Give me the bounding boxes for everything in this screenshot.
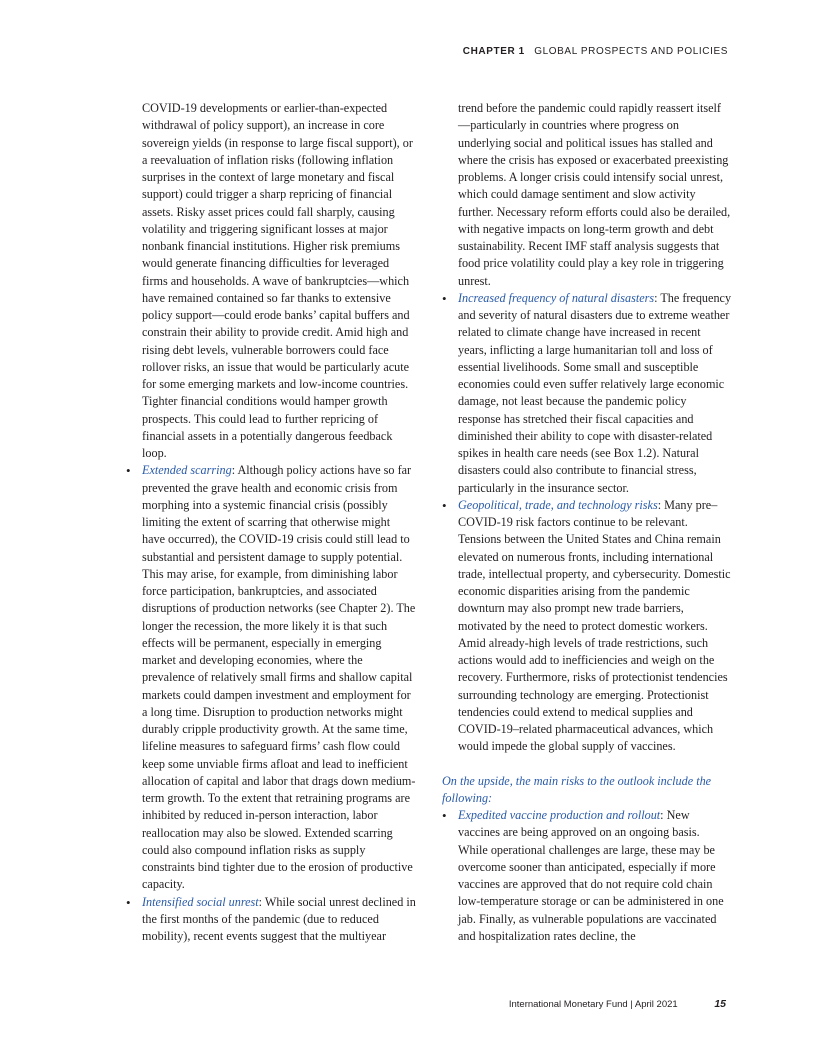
bullet-text: : Although policy actions have so far prevented the grave health and economic crisis from morphing into a systemic financial crisis (possibly limiting the extent of scarring that otherwise might have occurred), the COVID-19 crisis could still lead to substantial and persistent damage to supply potential. This may arise, for example, from diminishing labor force participation, bankruptcies, and associated disruptions of production networks (see Chapter 2). The longer the recession, the more likely it is that such effects will be permanent, especially in emerging market and developing economies, where the prevalence of relatively small firms and shallow capital markets could dampen investment and employment for a long time. Disruption to production networks might durably cripple productivity growth. At the same time, lifeline measures to safeguard firms’ cash flow could keep some unviable firms afloat and lead to inefficient allocation of capital and labor that drags down medium-term growth. To the extent that retraining programs are inhibited by reduced in-person interaction, labor reallocation may also be slowed. Extended scarring could also compound inflation risks as supply constraints bind tighter due to the erosion of productive capacity. bbox=[142, 463, 416, 892]
page-footer bbox=[509, 998, 726, 1010]
bullet-lead: Expedited vaccine production and rollout bbox=[458, 808, 661, 822]
chapter-title: GLOBAL PROSPECTS AND POLICIES bbox=[534, 46, 728, 57]
page-number: 15 bbox=[714, 998, 726, 1010]
section-subhead: On the upside, the main risks to the outlook include the following: bbox=[442, 773, 712, 805]
bullet-social-unrest bbox=[126, 894, 416, 946]
bullet-lead: Increased frequency of natural disasters bbox=[458, 290, 655, 305]
bullet-lead: Geopolitical, trade, and technology risks bbox=[458, 497, 658, 512]
paragraph-continued: COVID-19 developments or earlier-than-expected withdrawal of policy support), an increase in core sovereign yields (in response to large fiscal support), or a reevaluation of inflation risks (following inflation surprises in the context of large monetary and fiscal support) could trigger a sharp repricing of financial assets. Risky asset prices could fall sharply, causing volatility and triggering significant losses at major nonbank financial institutions. Higher risk premiums would generate financing difficulties for leveraged firms and households. A wave of bankruptcies—which have remained contained so far thanks to extensive policy support—could erode banks’ capital buffers and constrain their ability to provide credit. Amid high and rising debt levels, vulnerable borrowers could face rollover risks, an issue that would be particularly acute for some emerging markets and low-income countries. Tighter financial conditions would hamper growth prospects. This could lead to further repricing of financial assets in a potentially dangerous feedback loop. bbox=[142, 101, 413, 460]
left-column bbox=[126, 100, 416, 945]
chapter-label: CHAPTER 1 bbox=[462, 46, 525, 57]
bullet-vaccine-rollout bbox=[442, 807, 732, 945]
bullet-natural-disasters bbox=[442, 290, 732, 497]
bullet-lead: Extended scarring bbox=[142, 463, 232, 478]
bullet-text: : New vaccines are being approved on an ongoing basis. While operational challenges are large, these may be overcome sooner than anticipated, especially if more vaccines are approved that do not require cold chain low-temperature storage or can be administered in one jab. Finally, as vulnerable populations are vaccinated and hospitalization rates decline, the bbox=[458, 808, 724, 943]
bullet-text: : Many pre–COVID-19 risk factors continue to be relevant. Tensions between the United States and China remain elevated on numerous fronts, including international trade, intellectual property, and cybersecurity. Domestic economic disparities arising from the pandemic downturn may also prompt new trade barriers, motivated by the need to protect domestic workers. Amid already-high levels of trade restrictions, such actions would add to inefficiencies and weigh on the recovery. Furthermore, risks of protectionist tendencies surrounding technology are emerging. Protectionist tendencies could extend to medical supplies and COVID-19–related pharmaceutical advances, which would impede the global supply of vaccines. bbox=[458, 497, 731, 754]
paragraph-continued: trend before the pandemic could rapidly reassert itself—particularly in countries where progress on underlying social and political issues has stalled and where the crisis has exposed or exacerbated preexisting problems. A longer crisis could intensify social unrest, which could damage sentiment and slow activity further. Necessary reform efforts could also be derailed, with negative impacts on long-term growth and debt sustainability. Recent IMF staff analysis suggests that food price volatility could play a key role in triggering unrest. bbox=[458, 101, 731, 288]
bullet-text: : While social unrest declined in the first months of the pandemic (due to reduced mobility), recent events suggest that the multiyear bbox=[142, 894, 416, 943]
bullet-geopolitical-risks bbox=[442, 497, 732, 756]
bullet-lead: Intensified social unrest bbox=[142, 894, 259, 909]
publisher-line: International Monetary Fund | April 2021 bbox=[508, 999, 678, 1010]
bullet-extended-scarring bbox=[126, 462, 416, 893]
bullet-text: : The frequency and severity of natural disasters due to extreme weather related to climate change have increased in recent years, inflicting a large humanitarian toll and loss of essential livelihoods. Some small and susceptible economies could even suffer relatively large economic damage, not least because the pandemic policy response has stretched their fiscal capacities and diminished their ability to cope with disaster-related spikes in health care needs (see Box 1.2). Natural disasters could also contribute to financial stress, particularly in the insurance sector. bbox=[458, 290, 732, 495]
right-column bbox=[442, 100, 732, 945]
running-header bbox=[463, 46, 728, 57]
